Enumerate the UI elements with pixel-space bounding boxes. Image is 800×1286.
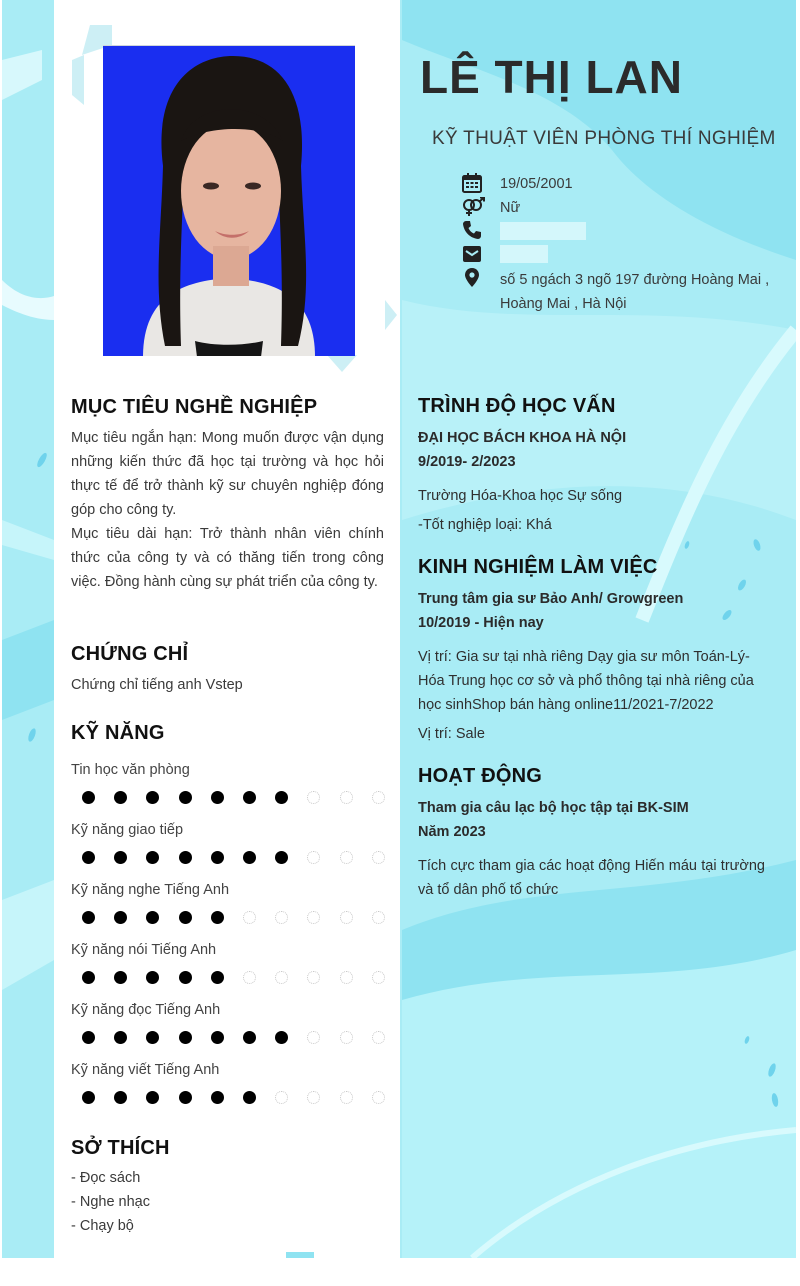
rating-dot-empty	[275, 1091, 288, 1104]
rating-dot-filled	[211, 851, 224, 864]
rating-dot-filled	[146, 1031, 159, 1044]
birthdate-text: 19/05/2001	[500, 176, 573, 192]
objective-short-term: Mục tiêu ngắn hạn: Mong muốn được vận dụng những kiến thức đã học tại trường và học hỏi thực tế để trở thành kỹ sư chuyên nghiệp đóng góp cho công ty.	[71, 430, 384, 518]
candidate-name: LÊ THỊ LAN	[420, 51, 683, 103]
rating-dot-filled	[211, 791, 224, 804]
objective-title: MỤC TIÊU NGHỀ NGHIỆP	[71, 396, 318, 418]
skill-label: Kỹ năng viết Tiếng Anh	[71, 1062, 220, 1078]
rating-dot-empty	[372, 911, 385, 924]
rating-dot-filled	[146, 911, 159, 924]
rating-dot-empty	[372, 1031, 385, 1044]
experience-position: Vị trí: Sale	[418, 726, 485, 742]
activities-description: Tích cực tham gia các hoạt động Hiến máu tại trường và tổ dân phố tổ chức	[418, 858, 765, 898]
rating-dot-filled	[82, 1031, 95, 1044]
job-title: KỸ THUẬT VIÊN PHÒNG THÍ NGHIỆM	[432, 128, 776, 149]
activities-year: Năm 2023	[418, 824, 486, 840]
skills-title: KỸ NĂNG	[71, 722, 165, 744]
rating-dot-empty	[275, 971, 288, 984]
gender-icon	[462, 197, 486, 217]
rating-dot-filled	[146, 791, 159, 804]
education-school: ĐẠI HỌC BÁCH KHOA HÀ NỘI	[418, 430, 627, 446]
rating-dot-filled	[243, 851, 256, 864]
rating-dot-filled	[211, 911, 224, 924]
rating-dot-empty	[243, 971, 256, 984]
address-line-1: số 5 ngách 3 ngõ 197 đường Hoàng Mai ,	[500, 272, 770, 288]
rating-dot-filled	[82, 971, 95, 984]
certificate-item: Chứng chỉ tiếng anh Vstep	[71, 677, 243, 693]
activities-org: Tham gia câu lạc bộ học tập tại BK-SIM	[418, 800, 689, 816]
skill-label: Kỹ năng nói Tiếng Anh	[71, 942, 217, 958]
education-period: 9/2019- 2/2023	[418, 454, 516, 470]
rating-dot-empty	[340, 791, 353, 804]
rating-dot-filled	[114, 911, 127, 924]
rating-dot-empty	[307, 791, 320, 804]
experience-description: Vị trí: Gia sư tại nhà riêng Dạy gia sư môn Toán-Lý-Hóa Trung học cơ sở và phổ thông tại nhà riêng của học sinhShop bán hàng online11/2021-7/2022	[418, 649, 754, 713]
phone-icon	[462, 220, 482, 240]
portrait-illustration	[103, 46, 355, 356]
rating-dot-filled	[146, 1091, 159, 1104]
rating-dot-filled	[114, 1031, 127, 1044]
skill-rating	[82, 911, 402, 927]
rating-dot-empty	[340, 911, 353, 924]
skill-rating	[82, 1091, 402, 1107]
rating-dot-empty	[275, 911, 288, 924]
skill-label: Kỹ năng nghe Tiếng Anh	[71, 882, 230, 898]
rating-dot-filled	[179, 851, 192, 864]
rating-dot-filled	[114, 851, 127, 864]
rating-dot-empty	[340, 971, 353, 984]
gender-text: Nữ	[500, 200, 521, 216]
skill-rating	[82, 971, 402, 987]
objective-long-term: Mục tiêu dài hạn: Trở thành nhân viên chính thức của công ty và có thăng tiến trong công việc. Đồng hành cùng sự phát triển của công ty.	[71, 526, 384, 590]
hobbies-title: SỞ THÍCH	[71, 1137, 170, 1159]
rating-dot-empty	[372, 791, 385, 804]
skill-rating	[82, 851, 402, 867]
email-redacted	[500, 245, 548, 263]
rating-dot-empty	[372, 851, 385, 864]
rating-dot-filled	[179, 1031, 192, 1044]
rating-dot-filled	[243, 791, 256, 804]
location-icon	[462, 268, 482, 288]
rating-dot-empty	[307, 851, 320, 864]
education-title: TRÌNH ĐỘ HỌC VẤN	[418, 395, 616, 417]
education-faculty: Trường Hóa-Khoa học Sự sống	[418, 488, 623, 504]
hobby-item: - Đọc sách	[71, 1170, 141, 1186]
rating-dot-empty	[243, 911, 256, 924]
bottom-accent	[286, 1252, 314, 1258]
hobby-item: - Nghe nhạc	[71, 1194, 150, 1210]
activities-title: HOẠT ĐỘNG	[418, 765, 543, 787]
experience-title: KINH NGHIỆM LÀM VIỆC	[418, 556, 658, 578]
experience-company: Trung tâm gia sư Bảo Anh/ Growgreen	[418, 591, 684, 607]
cv-page	[2, 0, 796, 1258]
profile-photo	[103, 45, 355, 356]
rating-dot-filled	[114, 1091, 127, 1104]
rating-dot-filled	[82, 791, 95, 804]
rating-dot-filled	[179, 971, 192, 984]
skill-rating	[82, 1031, 402, 1047]
rating-dot-filled	[82, 1091, 95, 1104]
phone-redacted	[500, 222, 586, 240]
rating-dot-filled	[179, 1091, 192, 1104]
rating-dot-filled	[82, 851, 95, 864]
rating-dot-empty	[340, 1031, 353, 1044]
rating-dot-empty	[307, 911, 320, 924]
skill-rating	[82, 791, 402, 807]
hobby-item: - Chạy bộ	[71, 1218, 134, 1234]
rating-dot-filled	[211, 1091, 224, 1104]
rating-dot-filled	[275, 1031, 288, 1044]
rating-dot-filled	[146, 851, 159, 864]
rating-dot-filled	[179, 791, 192, 804]
certificates-title: CHỨNG CHỈ	[71, 643, 189, 665]
skill-label: Kỹ năng đọc Tiếng Anh	[71, 1002, 221, 1018]
experience-period: 10/2019 - Hiện nay	[418, 615, 544, 631]
address-line-2: Hoàng Mai , Hà Nội	[500, 296, 627, 312]
rating-dot-empty	[307, 1091, 320, 1104]
rating-dot-filled	[275, 791, 288, 804]
rating-dot-filled	[114, 791, 127, 804]
rating-dot-filled	[275, 851, 288, 864]
skill-label: Tin học văn phòng	[71, 762, 190, 778]
rating-dot-filled	[82, 911, 95, 924]
skill-label: Kỹ năng giao tiếp	[71, 822, 184, 838]
rating-dot-empty	[307, 971, 320, 984]
rating-dot-empty	[340, 851, 353, 864]
rating-dot-filled	[146, 971, 159, 984]
calendar-icon	[462, 173, 482, 193]
email-icon	[462, 244, 482, 264]
rating-dot-filled	[243, 1091, 256, 1104]
rating-dot-empty	[340, 1091, 353, 1104]
rating-dot-empty	[307, 1031, 320, 1044]
rating-dot-empty	[372, 971, 385, 984]
rating-dot-filled	[211, 971, 224, 984]
rating-dot-filled	[243, 1031, 256, 1044]
rating-dot-filled	[179, 911, 192, 924]
rating-dot-filled	[114, 971, 127, 984]
rating-dot-filled	[211, 1031, 224, 1044]
rating-dot-empty	[372, 1091, 385, 1104]
education-grade: -Tốt nghiệp loại: Khá	[418, 517, 552, 533]
